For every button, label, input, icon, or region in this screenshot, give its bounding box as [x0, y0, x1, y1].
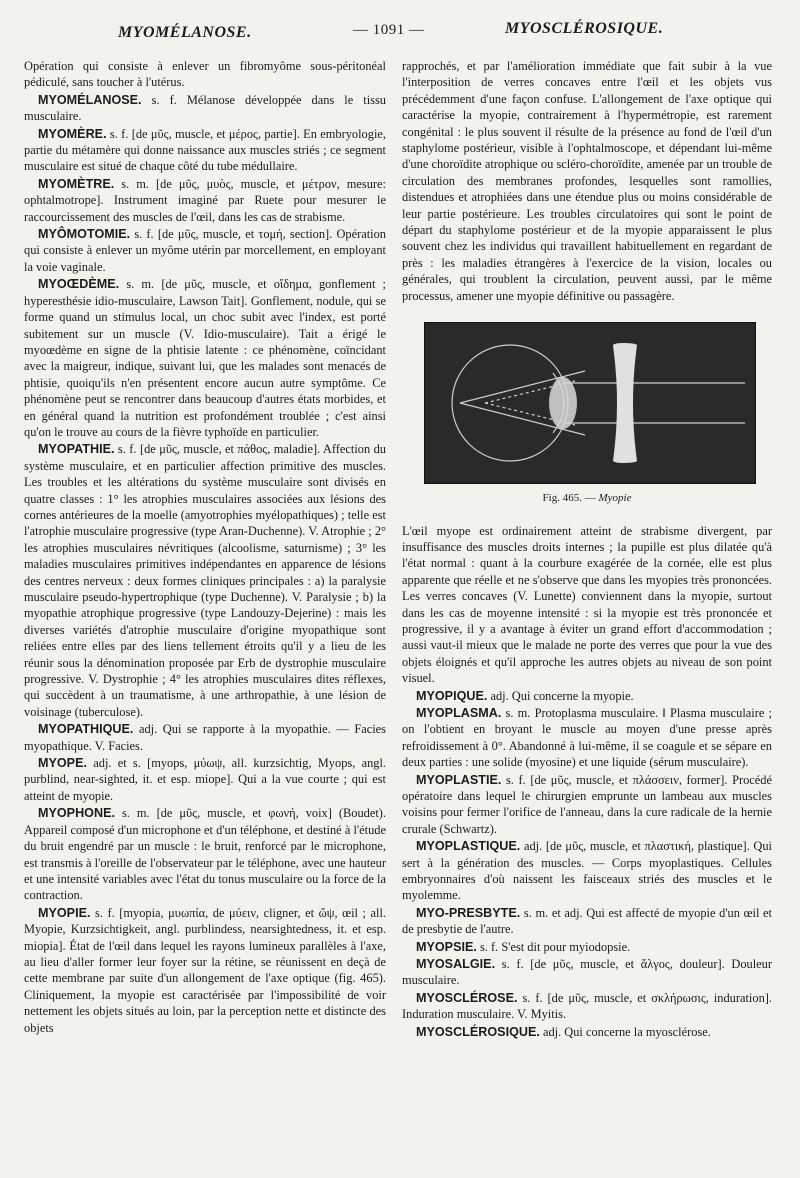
- dictionary-entry: [24, 126, 386, 175]
- myopia-eye-illustration: [425, 323, 755, 483]
- definition: s. f. [de μῦς, muscle, et μέρος, partie]. En embryologie, partie du métamère qui donne naissance aux muscles striés ; ce segment musculaire est situé de chaque côté du tube médullaire.: [24, 126, 386, 174]
- definition: s. m. [de μῦς, μυὸς, muscle, et μέτρον, mesure: ophtalmotrope]. Instrument imaginé par Ruete pour mesurer le raccourcissement des muscles de l'œil, dans les cas de strabisme.: [24, 176, 386, 224]
- headword: MYOPSIE.: [416, 939, 477, 954]
- header-right-word: MYOSCLÉROSIQUE.: [505, 20, 664, 37]
- definition: s. m. [de μῦς, muscle, et φωνή, voix] (Boudet). Appareil composé d'un microphone et d'un téléphone, et destiné à l'étude du bruit engendré par un muscle : le bruit, renforcé par le microphone, est transmis à l'oreille de l'observateur par le téléphone, avec une hauteur et une intensité variables avec l'état du tonus musculaire ou la force de la contraction.: [24, 806, 386, 903]
- headword: MYOPLASMA.: [416, 705, 502, 720]
- dictionary-entry: [402, 772, 772, 838]
- dictionary-entry: [24, 276, 386, 440]
- headword: MYOPIQUE.: [416, 688, 488, 703]
- definition: s. m. [de μῦς, muscle, et οἴδημα, gonflement ; hyperesthésie idio-musculaire, Lawson Tait]. Gonflement, nodule, qui se forme quand un stimulus local, un choc subit avec l'index, est porté subitement sur un muscle (V. Idio-musculaire). Tait a érigé le myoœdème en signe de la phtisie latente : ce phénomène, coïncidant avec la maigreur, indique, suivant lui, que les malades sont menacés de phtisie, quoiqu'ils n'en présentent encore aucun autre symptôme. Ce phénomène peut se rencontrer dans beaucoup d'autres états morbides, et en général quand la nutrition est profondément troublée ; c'est ainsi qu'on le trouve au cours de la fièvre typhoïde en particulier.: [24, 277, 386, 439]
- definition: s. f. [de μῦς, muscle, et σκλήρωσις, induration]. Induration musculaire. V. Myitis.: [402, 990, 772, 1022]
- definition: adj. et s. [myops, μύωψ, all. kurzsichtig, Myops, angl. purblind, near-sighted, it. et esp. miope]. Qui a la vue courte ; qui est atteint de myopie.: [24, 756, 386, 803]
- dictionary-entry: [24, 441, 386, 720]
- definition: s. f. [de μῦς, muscle, et πλάσσειν, former]. Procédé opératoire dans lequel le chirurgien emprunte un lambeau aux muscles voisins pour fermer l'orifice de l'anneau, dans la cure radicale de la hernie crurale (Schwartz).: [402, 772, 772, 836]
- headword: MYOSALGIE.: [416, 957, 496, 972]
- definition: adj. [de μῦς, muscle, et πλαστική, plastique]. Qui sert à la génération des muscles. — Corps myoplastiques. Cellules embryonnaires d'où naissent les faisceaux striés des muscles et le myolemme.: [402, 839, 772, 903]
- definition: s. f. [myopia, μυωπία, de μύειν, cligner, et ὤψ, œil ; all. Myopie, Kurzsichtigkeit, angl. purblindess, nearsightedness, it. et esp. miopia]. État de l'œil dans lequel les rayons lumineux parallèles à l'axe, au lieu d'aller former leur foyer sur la rétine, se réunissent en deçà de cette membrane par suite d'un allongement de l'axe optique (fig. 465). Cliniquement, la myopie est caractérisée par l'impossibilité de voir nettement les objets situés au loin, par la perception nette et distincte des objets: [24, 905, 386, 1035]
- figure-caption: Fig. 465. — Myopie: [542, 492, 632, 505]
- dictionary-entry: [24, 721, 386, 754]
- dictionary-entry-continued: rapprochés, et par l'amélioration immédiate que fait subir à la vue l'interposition de verres concaves entre l'œil et les objets vus précédemment d'une façon confuse. L'allongement de l'axe optique qui caractérise la myopie, contrairement à l'hypermétropie, est rarement congénital : le plus souvent il résulte de la présence au fond de l'œil d'un staphylome postérieur, visible à l'ophtalmoscope, et dépendant lui-même d'une choroïdite atrophique ou scléro-choroïdite, amenée par un trouble de circulation des membranes profondes, lesquelles sont ramollies, distendues et atrophiées dans une étendue plus ou moins considérable de leur partie postérieure. Les troubles circulatoires qui sont le point de départ du staphylome postérieur et de la myopie apparaissent le plus souvent chez les individus qui travaillent habituellement en regardant de près : les maladies étrangères à l'exercice de la vision, locales ou générales, qui troublent la circulation, peuvent aussi, par le même processus, amener une myopie définitive ou passagère.: [402, 59, 772, 303]
- definition: s. f. [de μῦς, muscle, et τομή, section]. Opération qui consiste à enlever un myôme utérin par morcellement, en employant la voie vaginale.: [24, 227, 386, 274]
- headword: MYOPATHIE.: [38, 442, 115, 457]
- definition: s. f. S'est dit pour myiodopsie.: [476, 939, 631, 954]
- dictionary-entry: [402, 905, 772, 938]
- headword: MYOPLASTIQUE.: [416, 839, 521, 854]
- dictionary-entry: [24, 755, 386, 804]
- dictionary-entry: [24, 905, 386, 1036]
- myopia-figure: [424, 322, 756, 484]
- headword: MYO-PRESBYTE.: [416, 905, 521, 920]
- headword: MYOPLASTIE.: [416, 772, 502, 787]
- definition: s. m. Protoplasma musculaire. ‖ Plasma musculaire ; on l'obtient en broyant le muscle au moyen d'une presse après refroidissement à 0°. Abandonné à lui-même, il se coagule et se sépare en deux parties : une solide (myosine) et une liquide (sérum musculaire).: [402, 705, 772, 770]
- headword: MYÔMOTOMIE.: [38, 227, 131, 242]
- dictionary-entry: [402, 1024, 772, 1040]
- definition: s. f. [de μῦς, muscle, et ἄλγος, douleur]. Douleur musculaire.: [402, 957, 772, 988]
- left-column: [24, 58, 386, 1037]
- right-column: [402, 58, 772, 1041]
- headword: MYOPATHIQUE.: [38, 722, 134, 737]
- running-header: [0, 18, 800, 48]
- definition: s. m. et adj. Qui est affecté de myopie d'un œil et de presbytie de l'autre.: [402, 905, 772, 937]
- dictionary-entry: [402, 990, 772, 1023]
- headword: MYOSCLÉROSE.: [416, 990, 518, 1005]
- definition: s. f. Mélanose développée dans le tissu musculaire.: [24, 92, 386, 124]
- dictionary-entry: [402, 956, 772, 989]
- dictionary-entry: [24, 226, 386, 275]
- headword: MYOPE.: [38, 756, 87, 771]
- headword: MYOMÈRE.: [38, 126, 107, 141]
- definition: s. f. [de μῦς, muscle, et πάθος, maladie]. Affection du système musculaire, et en particulier affection primitive des muscles. Les troubles et les altérations du système musculaire sont divisés en quatre classes : 1° les atrophies musculaires associées aux lésions des cornes antérieures de la moelle (amyotrophies myélopathiques) ; telle est l'atrophie musculaire progressive (type Aran-Duchenne). V. Atrophie ; 2° les atrophies musculaires névritiques (alcoolisme, saturnisme) ; 3° les maladies musculaires primitives indépendantes en apparence de lésions des centres nerveux : deux formes cliniques principales : a) la paralysie musculaire pseudo-hypertrophique (type Duchenne). V. Paralysie ; b) la myopathie atrophique progressive (type Landouzy-Dejerine) : mais les diverses variétés d'atrophie musculaire d'origine myopathique sont reliées entre elles par des liens tellement étroits qu'il y a lieu de les réunir sous la dénomination proposée par Erb de dystrophie musculaire progressive. V. Dystrophie ; 4° les atrophies musculaires dites réflexes, qui succèdent à un traumatisme, à une arthropathie, à une lésion de voisinage (tuberculose).: [24, 442, 386, 719]
- dictionary-entry: [402, 838, 772, 904]
- headword: MYOSCLÉROSIQUE.: [416, 1024, 540, 1039]
- dictionary-entry: [24, 92, 386, 125]
- headword: MYOŒDÈME.: [38, 277, 120, 292]
- headword: MYOPIE.: [38, 905, 91, 920]
- dictionary-entry: [24, 805, 386, 903]
- definition: adj. Qui concerne la myopie.: [487, 688, 634, 703]
- definition: adj. Qui concerne la myosclérose.: [539, 1024, 711, 1039]
- dictionary-entry: [402, 688, 772, 704]
- dictionary-entry: [402, 705, 772, 771]
- page-number: — 1091 —: [353, 22, 425, 38]
- dictionary-entry: [24, 176, 386, 225]
- header-left-word: MYOMÉLANOSE.: [118, 24, 252, 41]
- dictionary-entry: Opération qui consiste à enlever un fibromyôme sous-péritonéal pédiculé, sans toucher à l'utérus.: [24, 59, 386, 90]
- definition: adj. Qui se rapporte à la myopathie. — Facies myopathique. V. Facies.: [24, 722, 386, 753]
- dictionary-entry-continued: L'œil myope est ordinairement atteint de strabisme divergent, par insuffisance des muscles droits internes ; la pupille est plus dilatée qu'à l'état normal : quant à la courbure exagérée de la cornée, elle est plus apparente que réelle et ne s'observe que dans les myopies très prononcées. Les verres concaves (V. Lunette) conviennent dans la myopie, surtout dans les cas de moyenne intensité : si la myopie est très prononcée et progressive, il y a avantage à éviter un grand effort d'accommodation ; aussi vaut-il mieux que le malade ne porte des verres que pour la vue des objets éloignés et qu'il approche les autres objets au niveau de son point visuel.: [402, 523, 772, 686]
- headword: MYOPHONE.: [38, 806, 115, 821]
- headword: MYOMÈTRE.: [38, 176, 115, 191]
- dictionary-entry: [402, 939, 772, 955]
- headword: MYOMÉLANOSE.: [38, 92, 142, 107]
